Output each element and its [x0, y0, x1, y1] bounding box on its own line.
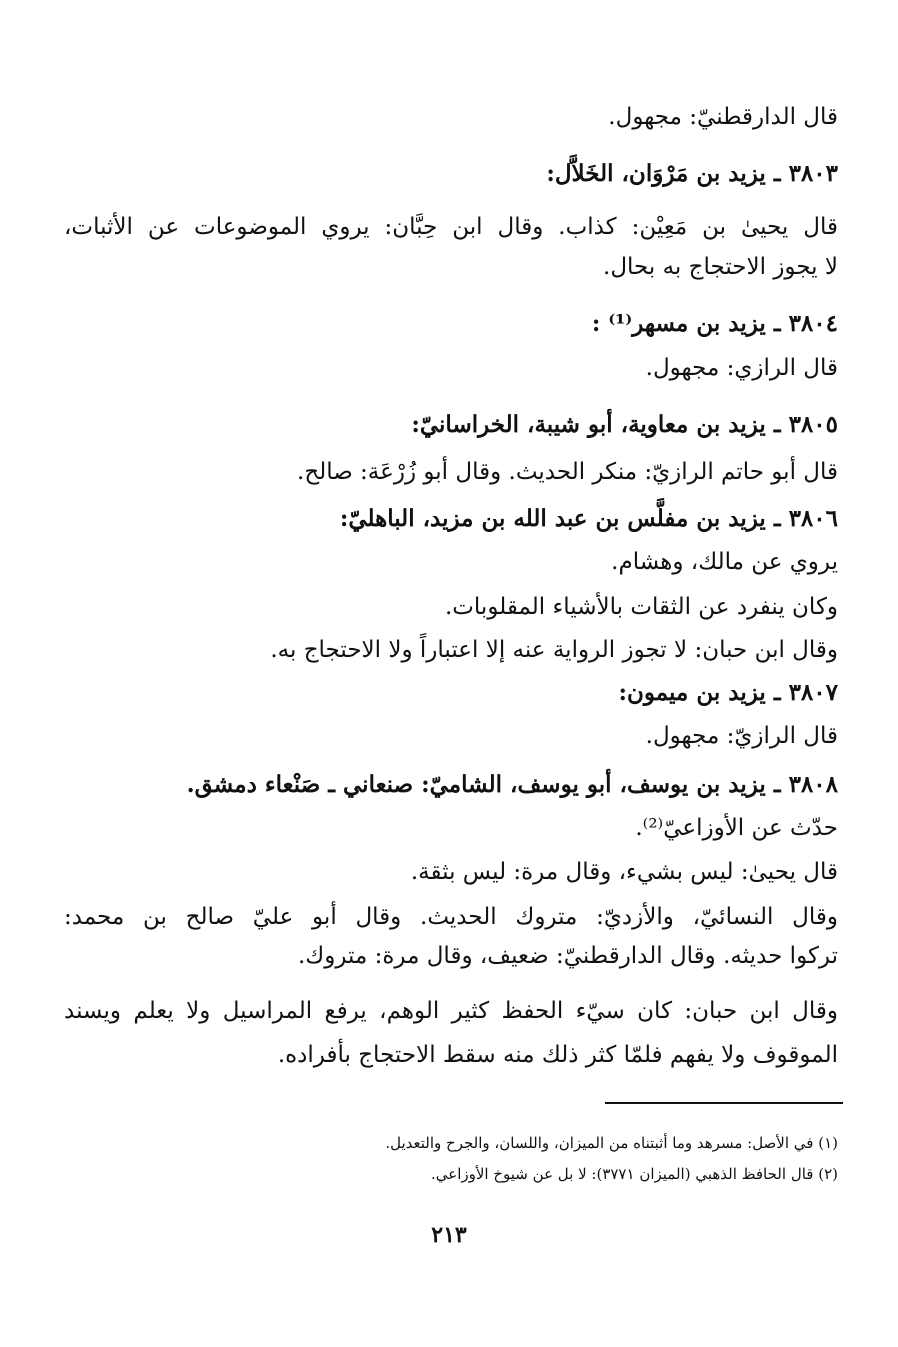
- text-line: يروي عن مالك، وهشام.: [611, 549, 838, 575]
- entry-heading-3804: ٣٨٠٤ ـ يزيد بن مسهر⁽¹⁾ :: [591, 310, 838, 337]
- text-line: وقال النسائيّ، والأزديّ: متروك الحديث. وقال أبو عليّ صالح بن محمد:: [64, 904, 838, 930]
- text-line: قال أبو حاتم الرازيّ: منكر الحديث. وقال أبو زُرْعَة: صالح.: [297, 459, 838, 485]
- entry-heading-3808: ٣٨٠٨ ـ يزيد بن يوسف، أبو يوسف، الشاميّ: صنعاني ـ صَنْعاء دمشق.: [186, 771, 838, 798]
- text-line: وكان ينفرد عن الثقات بالأشياء المقلوبات.: [444, 594, 838, 620]
- text-line: قال يحيىٰ بن مَعِيْن: كذاب. وقال ابن حِبَّان: يروي الموضوعات عن الأثبات،: [64, 214, 838, 240]
- entry-heading-3803: ٣٨٠٣ ـ يزيد بن مَرْوَان، الخَلاَّل:: [546, 160, 838, 187]
- text-line: تركوا حديثه. وقال الدارقطنيّ: ضعيف، وقال مرة: متروك.: [297, 943, 838, 969]
- text-line: قال الرازي: مجهول.: [645, 355, 838, 381]
- entry-heading-3805: ٣٨٠٥ ـ يزيد بن معاوية، أبو شيبة، الخراسانيّ:: [411, 411, 838, 438]
- entry-heading-3806: ٣٨٠٦ ـ يزيد بن مفلَّس بن عبد الله بن مزيد، الباهليّ:: [339, 505, 838, 532]
- text-line: قال يحيىٰ: ليس بشيء، وقال مرة: ليس بثقة.: [410, 859, 838, 885]
- text-line: الموقوف ولا يفهم فلمّا كثر ذلك منه سقط الاحتجاج بأفراده.: [277, 1042, 838, 1068]
- text-line: وقال ابن حبان: كان سيّء الحفظ كثير الوهم، يرفع المراسيل ولا يعلم ويسند: [64, 998, 838, 1024]
- text-line: حدّث عن الأوزاعيّ⁽²⁾.: [635, 815, 838, 841]
- footnote-divider: [605, 1102, 843, 1104]
- footnote: (١) في الأصل: مسرهد وما أثبتناه من الميزان، واللسان، والجرح والتعديل.: [385, 1134, 838, 1152]
- text-line: قال الرازيّ: مجهول.: [645, 723, 838, 749]
- entry-heading-3807: ٣٨٠٧ ـ يزيد بن ميمون:: [618, 679, 838, 706]
- text-line: لا يجوز الاحتجاج به بحال.: [603, 254, 838, 280]
- text-line: قال الدارقطنيّ: مجهول.: [608, 104, 838, 130]
- footnote: (٢) قال الحافظ الذهبي (الميزان ٣٧٧١): لا بل عن شيوخ الأوزاعي.: [430, 1165, 838, 1183]
- page-number: ٢١٣: [431, 1222, 467, 1248]
- text-line: وقال ابن حبان: لا تجوز الرواية عنه إلا اعتباراً ولا الاحتجاج به.: [270, 637, 838, 663]
